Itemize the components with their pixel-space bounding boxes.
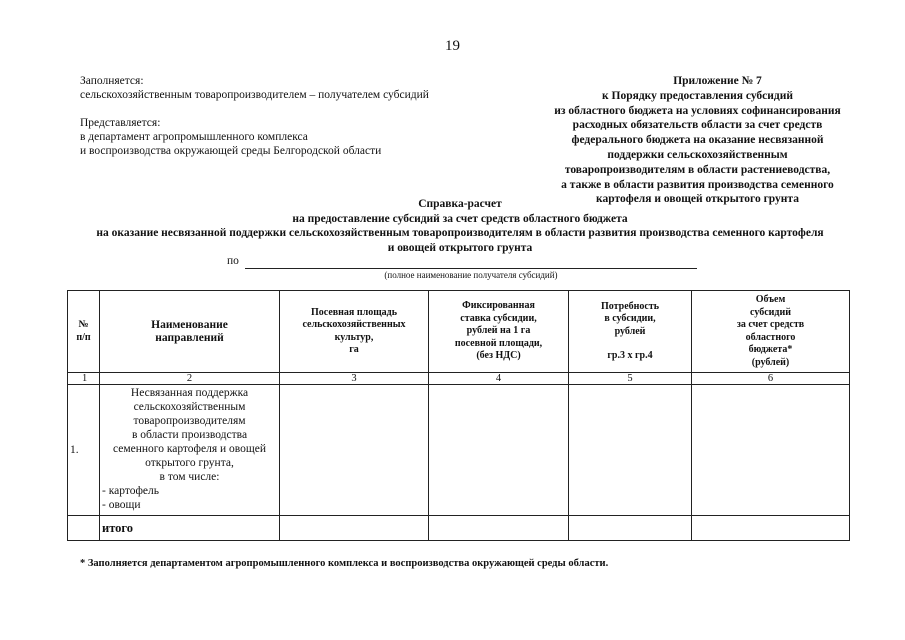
total-row (68, 516, 850, 541)
sub-item-vegetables: - овощи (102, 498, 141, 511)
appendix-line: поддержки сельскохозяйственным (607, 148, 788, 161)
submitted-to-line2: и воспроизводства окружающей среды Белгородской области (80, 145, 382, 157)
total-subsidy-need-cell[interactable] (569, 516, 692, 541)
subsidy-need-cell[interactable] (569, 385, 692, 516)
total-sown-area-cell[interactable] (280, 516, 429, 541)
table-header-row (68, 291, 850, 373)
sub-item-potato: - картофель (102, 484, 159, 497)
filled-by: сельскохозяйственным товаропроизводителем – получателем субсидий (80, 89, 429, 101)
title-line: на предоставление субсидий за счет средств областного бюджета (292, 212, 628, 225)
header-direction: Наименование направлений (100, 291, 280, 373)
total-number-cell (68, 516, 100, 541)
appendix-line: из областного бюджета на условиях софинансирования (554, 104, 841, 117)
sown-area-cell[interactable] (280, 385, 429, 516)
header-number: № п/п (68, 291, 100, 373)
column-number: 6 (692, 373, 850, 385)
recipient-name-field[interactable] (245, 268, 697, 269)
subsidy-volume-cell[interactable] (692, 385, 850, 516)
footnote: * Заполняется департаментом агропромышленного комплекса и воспроизводства окружающей среды области. (80, 558, 609, 569)
appendix-header (540, 74, 855, 207)
fixed-rate-cell[interactable] (429, 385, 569, 516)
recipient-caption: (полное наименование получателя субсидий) (384, 270, 558, 280)
row-number: 1. (68, 385, 100, 516)
title-line: на оказание несвязанной поддержки сельскохозяйственным товаропроизводителям в области развития производства семенного картофеля (96, 227, 824, 240)
column-number-row (68, 373, 850, 385)
header-fixed-rate: Фиксированная ставка субсидии, рублей на 1 га посевной площади, (без НДС) (429, 291, 569, 373)
appendix-line: федерального бюджета на оказание несвязанной (571, 134, 824, 147)
appendix-line: Приложение № 7 (673, 75, 762, 87)
header-subsidy-need: Потребность в субсидии, рублей гр.3 х гр.4 (569, 291, 692, 373)
total-subsidy-volume-cell[interactable] (692, 516, 850, 541)
table-row (68, 385, 850, 516)
total-fixed-rate-cell[interactable] (429, 516, 569, 541)
total-label: итого (100, 516, 280, 541)
appendix-line: к Порядку предоставления субсидий (602, 89, 793, 102)
column-number: 5 (569, 373, 692, 385)
appendix-line: расходных обязательств области за счет средств (572, 119, 823, 132)
appendix-line: а также в области развития производства семенного (561, 178, 834, 191)
appendix-line: картофеля и овощей открытого грунта (596, 193, 799, 206)
calculation-table (67, 290, 850, 541)
filing-info (80, 74, 429, 158)
title-line: и овощей открытого грунта (387, 241, 533, 254)
recipient-prefix: по (227, 255, 239, 267)
direction-cell: Несвязанная поддержка сельскохозяйственным товаропроизводителям в области производства семенного картофеля и овощей открытого грунта, в том числе: - картофель - овощи (100, 385, 280, 516)
column-number: 1 (68, 373, 100, 385)
appendix-line: товаропроизводителям в области растениеводства, (564, 163, 831, 176)
column-number: 4 (429, 373, 569, 385)
filled-label: Заполняется: (80, 75, 144, 87)
page-number: 19 (445, 38, 460, 54)
submitted-to-line1: в департамент агропромышленного комплекса (80, 131, 308, 143)
column-number: 3 (280, 373, 429, 385)
header-subsidy-volume: Объем субсидий за счет средств областного бюджета* (рублей) (692, 291, 850, 373)
submitted-label: Представляется: (80, 117, 161, 129)
header-sown-area: Посевная площадь сельскохозяйственных культур, га (280, 291, 429, 373)
column-number: 2 (100, 373, 280, 385)
document-title (60, 197, 860, 255)
title-line: Справка-расчет (418, 198, 502, 210)
